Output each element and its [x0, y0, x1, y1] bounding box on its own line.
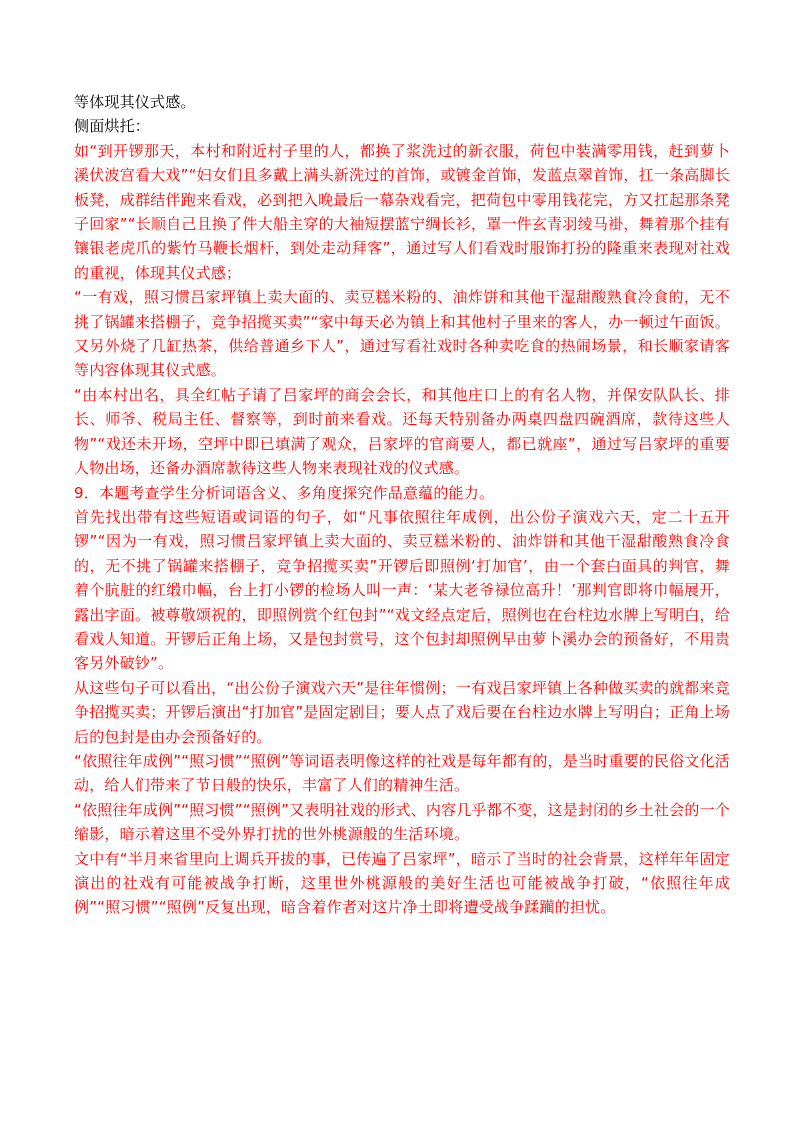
paragraph-food-stalls-example: “一有戏，照习惯吕家坪镇上卖大面的、卖豆糕米粉的、油炸饼和其他干湿甜酸熟食冷食的，无不挑了锅罐来搭棚子，竞争招揽买卖”“家中每天必为镇上和其他村子里来的客人，办一顿过午面饭。又另外烧了几缸热茶，供给普通乡下人”，通过写看社戏时各种卖吃食的热闹场景，和长顺家请客等内容体现其仪式感。 [74, 288, 730, 380]
paragraph-find-sentences: 首先找出带有这些短语或词语的句子，如“凡事依照往年成例，出公份子演戏六天，定二十五开锣”“因为一有戏，照习惯吕家坪镇上卖大面的、卖豆糕米粉的、油炸饼和其他干湿甜酸熟食冷食的，无不挑了锅罐来搭棚子，竞争招揽买卖”开锣后即照例‘打加官’，由一个套白面具的判官，舞着个肮脏的红缎巾幅，台上打小锣的检场人叫一声：‘某大老爷禄位高升！’那判官即将巾幅展开，露出字面。被尊敬颂祝的，即照例赏个红包封”“戏文经点定后，照例也在台柱边水牌上写明白，给看戏人知道。开锣后正角上场，又是包封赏号，这个包封却照例早由萝卜溪办会的预备好，不用贵客另外破钞”。 [74, 507, 730, 673]
paragraph-closed-society: “依照往年成例”“照习惯”“照例”又表明社戏的形式、内容几乎都不变，这是封闭的乡土社会的一个缩影，暗示着这里不受外界打扰的世外桃源般的生活环境。 [74, 800, 730, 844]
paragraph-clothing-example: 如“到开锣那天，本村和附近村子里的人，都换了浆洗过的新衣服，荷包中装满零用钱，赶到萝卜溪伏波宫看大戏”“妇女们且多戴上满头新洗过的首饰，或镀金首饰，发蓝点翠首饰，扛一条高脚长板凳，成群结伴跑来看戏，必到把入晚最后一幕杂戏看完，把荷包中零用钱花完，方又扛起那条凳子回家”“长顺自己且换了件大船主穿的大袖短摆蓝宁绸长衫，罩一件玄青羽绫马褂，舞着那个挂有镶银老虎爪的紫竹马鞭长烟杆，到处走动拜客”，通过写人们看戏时服饰打扮的隆重来表现对社戏的重视，体现其仪式感； [74, 141, 730, 282]
document-body [74, 90, 730, 920]
paragraph-folk-culture: “依照往年成例”“照习惯”“照例”等词语表明像这样的社戏是每年都有的，是当时重要的民俗文化活动，给人们带来了节日般的快乐，丰富了人们的精神生活。 [74, 751, 730, 795]
paragraph-sentence-analysis: 从这些句子可以看出，“出公份子演戏六天”是往年惯例；一有戏吕家坪镇上各种做买卖的就都来竞争招揽买卖；开锣后演出“打加官”是固定剧目；要人点了戏后要在台柱边水牌上写明白；正角上场后的包封是由办会预备好的。 [74, 678, 730, 746]
paragraph-notables-example: “由本村出名，具全红帖子请了吕家坪的商会会长，和其他庄口上的有名人物，并保安队队长、排长、师爷、税局主任、督察等，到时前来看戏。还每天特别备办两桌四盘四碗酒席，款待这些人物”“戏还未开场，空坪中即已填满了观众，吕家坪的官商要人，都已就座”，通过写吕家坪的重要人物出场，还备办酒席款待这些人物来表现社戏的仪式感。 [74, 385, 730, 478]
paragraph-question-9: 9．本题考查学生分析词语含义、多角度探究作品意蕴的能力。 [74, 483, 495, 502]
paragraph-war-background: 文中有“半月来省里向上调兵开拔的事，已传遍了吕家坪”，暗示了当时的社会背景，这样年年固定演出的社戏有可能被战争打断，这里世外桃源般的美好生活也可能被战争打破，“依照往年成例”“照习惯”“照例”反复出现，暗含着作者对这片净土即将遭受战争蹂躏的担忧。 [74, 849, 730, 917]
paragraph-side-contrast-heading: 侧面烘托： [74, 117, 151, 136]
paragraph-intro-end: 等体现其仪式感。 [74, 93, 196, 111]
